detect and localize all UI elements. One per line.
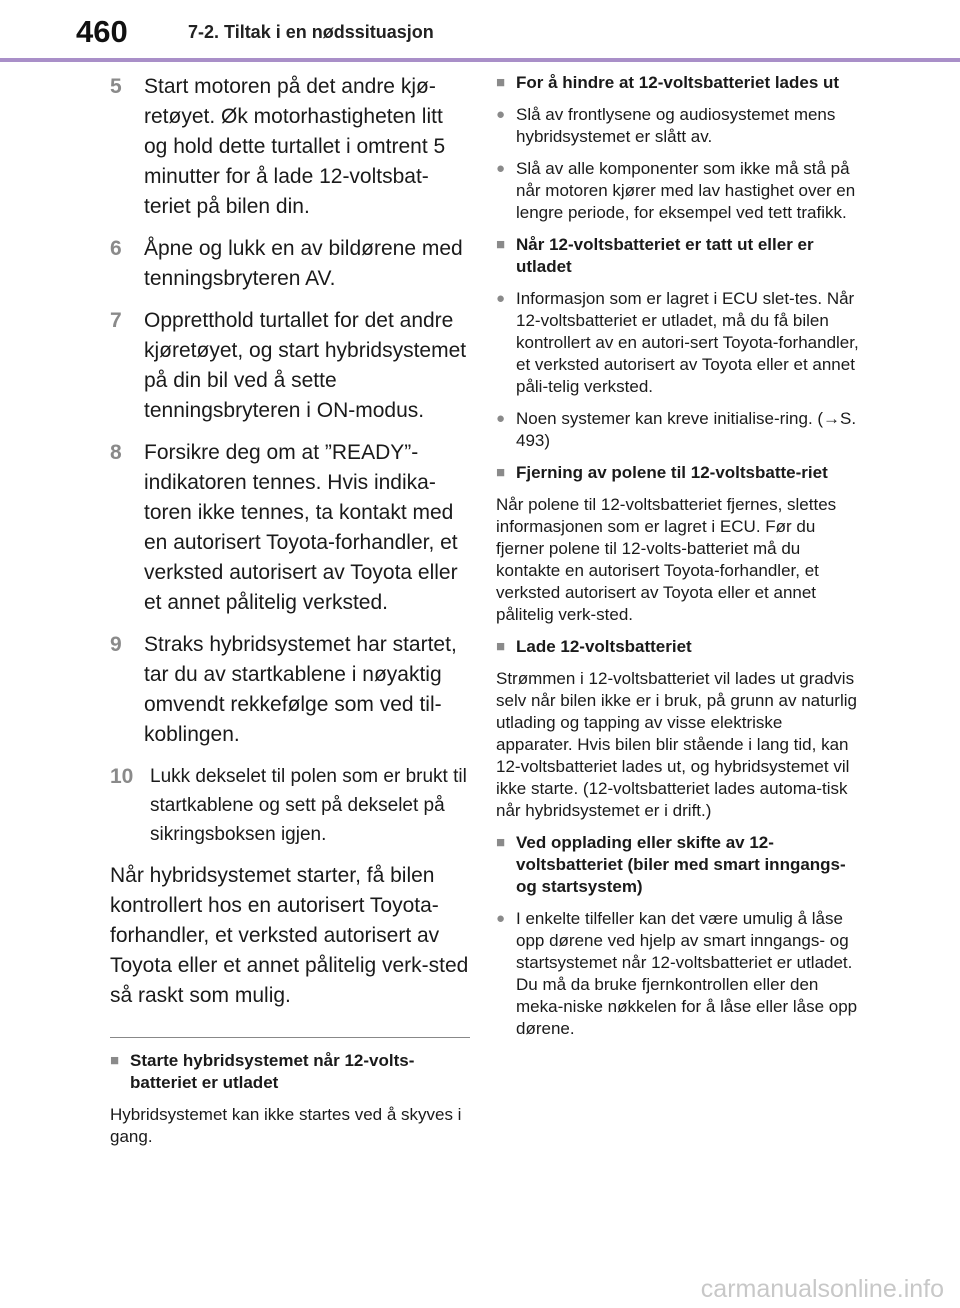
section-heading [496, 636, 860, 658]
note-heading [110, 1050, 470, 1094]
heading-text: Fjerning av polene til 12-voltsbatte-riet [516, 463, 828, 482]
section-heading [496, 72, 860, 94]
list-item-text: Slå av alle komponenter som ikke må stå på når motoren kjører med lav hastighet over en lengre periode, for eksempel ved tett trafikk. [516, 159, 856, 222]
dot-bullet-icon: ● [496, 290, 506, 307]
list-item-text: Slå av frontlysene og audiosystemet mens hybridsystemet er slått av. [516, 105, 836, 146]
section-heading [496, 462, 860, 484]
page-number: 460 [76, 14, 128, 49]
dot-bullet-icon: ● [496, 910, 506, 927]
step-number: 6 [110, 237, 122, 260]
list-item-text: Informasjon som er lagret i ECU slet-tes. Når 12-voltsbatteriet er utladet, må du få bilen kontrollert av en autori-sert Toyota-forhandler, et verksted autorisert av Toyota eller et annet påli-telig verksted. [516, 289, 859, 396]
step-text: Åpne og lukk en av bildørene med tenningsbryteren AV. [144, 237, 463, 290]
step-8 [110, 438, 470, 618]
step-text: Start motoren på det andre kjø-retøyet. Øk motorhastigheten litt og hold dette turtallet i omtrent 5 minutter for å lade 12-voltsbat-teriet på bilen din. [144, 75, 446, 218]
square-bullet-icon: ■ [496, 834, 506, 851]
step-number: 10 [110, 765, 134, 788]
heading-text: For å hindre at 12-voltsbatteriet lades ut [516, 73, 840, 92]
square-bullet-icon: ■ [496, 74, 506, 91]
square-bullet-icon: ■ [496, 638, 506, 655]
step-number: 5 [110, 75, 122, 98]
square-bullet-icon: ■ [496, 236, 506, 253]
list-item [496, 104, 860, 148]
step-5 [110, 72, 470, 222]
step-10 [110, 762, 470, 849]
dot-bullet-icon: ● [496, 410, 506, 427]
step-text: Forsikre deg om at ”READY”-indikatoren tennes. Hvis indika-toren ikke tennes, ta kontakt med en autorisert Toyota-forhandler, et verksted autorisert av Toyota eller et annet pålitelig verksted. [144, 441, 458, 614]
step-text: Oppretthold turtallet for det andre kjøretøyet, og start hybridsystemet på din bil ved å sette tenningsbryteren i ON-modus. [144, 309, 467, 422]
heading-text: Når 12-voltsbatteriet er tatt ut eller er utladet [516, 235, 814, 276]
page-header [0, 0, 960, 62]
paragraph: Strømmen i 12-voltsbatteriet vil lades ut gradvis selv når bilen ikke er i bruk, på grunn av naturlig utlading og tapping av visse elektriske apparater. Hvis bilen blir stående i lang tid, kan 12-voltsbatteriet lades ut, og hybridsystemet vil ikke starte. (12-voltsbatteriet lades automa-tisk når hybridsystemet er i drift.) [496, 669, 857, 820]
heading-text: Lade 12-voltsbatteriet [516, 637, 692, 656]
dot-bullet-icon: ● [496, 106, 506, 123]
list-item [496, 288, 860, 398]
divider [110, 1037, 470, 1038]
list-item-text: Noen systemer kan kreve initialise-ring. (→S. 493) [516, 409, 857, 450]
section-heading [496, 832, 860, 898]
step-number: 8 [110, 441, 122, 464]
square-bullet-icon: ■ [110, 1052, 120, 1069]
heading-text: Starte hybridsystemet når 12-volts-batteriet er utladet [130, 1051, 415, 1092]
step-6 [110, 234, 470, 294]
header-rule [0, 58, 960, 62]
note-text: Hybridsystemet kan ikke startes ved å skyves i gang. [110, 1105, 462, 1146]
heading-text: Ved opplading eller skifte av 12-voltsbatteriet (biler med smart inngangs- og startsystem) [516, 833, 846, 896]
left-column [110, 72, 470, 1158]
square-bullet-icon: ■ [496, 464, 506, 481]
step-text: Lukk dekselet til polen som er brukt til startkablene og sett på dekselet på sikringsboksen igjen. [150, 766, 467, 845]
watermark: carmanualsonline.info [700, 1275, 944, 1303]
list-item-text: I enkelte tilfeller kan det være umulig å låse opp dørene ved hjelp av smart inngangs- og startsystemet når 12-voltsbatteriet er utladet. Du må da bruke fjernkontrollen eller den meka-niske nøkkelen for å låse eller låse opp dørene. [516, 909, 858, 1038]
right-column [496, 72, 860, 1050]
section-title: 7-2. Tiltak i en nødssituasjon [188, 22, 434, 42]
dot-bullet-icon: ● [496, 160, 506, 177]
step-7 [110, 306, 470, 426]
section-heading [496, 234, 860, 278]
step-9 [110, 630, 470, 750]
list-item [496, 908, 860, 1040]
step-text: Straks hybridsystemet har startet, tar du av startkablene i nøyaktig omvendt rekkefølge som ved til-koblingen. [144, 633, 457, 746]
step-number: 7 [110, 309, 122, 332]
list-item [496, 158, 860, 224]
paragraph: Når polene til 12-voltsbatteriet fjernes, slettes informasjonen som er lagret i ECU. Før du fjerner polene til 12-volts-batteriet må du kontakte en autorisert Toyota-forhandler, et verksted autorisert av Toyota eller et annet pålitelig verk-sted. [496, 495, 837, 624]
step-number: 9 [110, 633, 122, 656]
closing-paragraph: Når hybridsystemet starter, få bilen kontrollert hos en autorisert Toyota-forhandler, et verksted autorisert av Toyota eller et annet pålitelig verk-sted så raskt som mulig. [110, 864, 469, 1007]
list-item [496, 408, 860, 452]
